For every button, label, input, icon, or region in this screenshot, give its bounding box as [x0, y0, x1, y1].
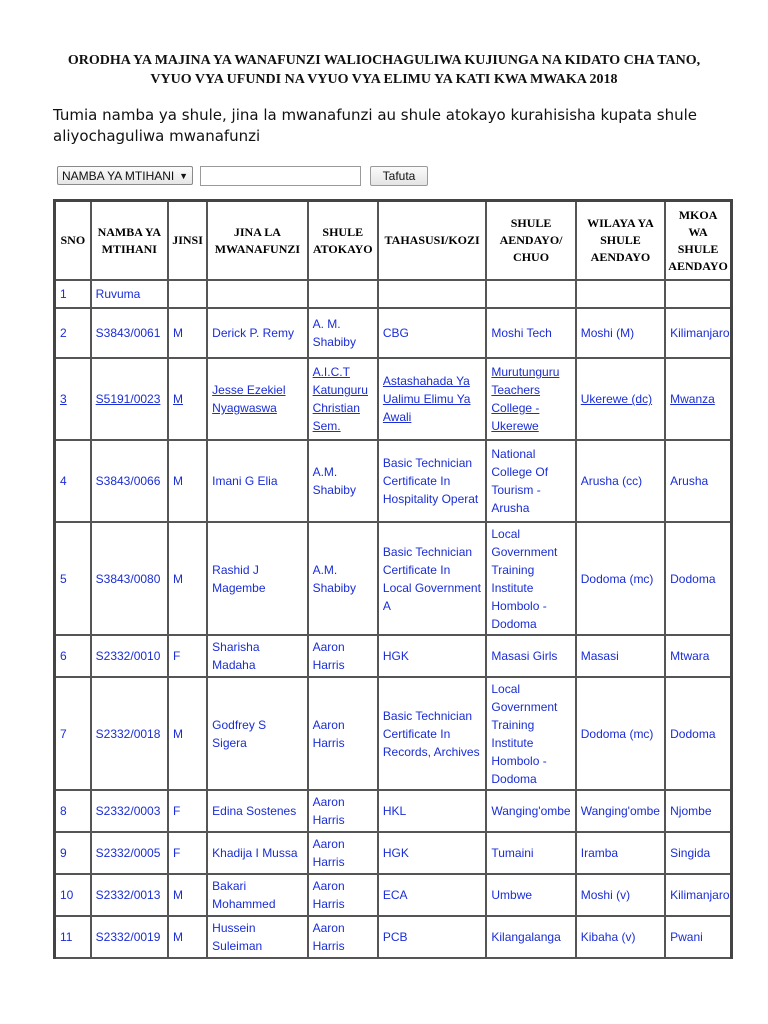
cell-sno[interactable]: 1: [55, 280, 91, 308]
cell-student-name[interactable]: Khadija I Mussa: [207, 832, 307, 874]
table-row[interactable]: [55, 522, 732, 635]
cell-from-school[interactable]: A.I.C.T Katunguru Christian Sem.: [308, 358, 378, 440]
col-header-exam-number: NAMBA YA MTIHANI: [91, 201, 168, 281]
cell-district[interactable]: Dodoma (mc): [576, 677, 665, 790]
cell-sex[interactable]: M: [168, 677, 207, 790]
cell-sex[interactable]: F: [168, 790, 207, 832]
cell-sno[interactable]: 4: [55, 440, 91, 522]
cell-sex[interactable]: M: [168, 522, 207, 635]
cell-destination-school[interactable]: Local Government Training Institute Hombolo - Dodoma: [486, 522, 575, 635]
cell-sno[interactable]: 10: [55, 874, 91, 916]
cell-from-school[interactable]: A.M. Shabiby: [308, 440, 378, 522]
cell-combination[interactable]: ECA: [378, 874, 486, 916]
cell-region[interactable]: Singida: [665, 832, 731, 874]
cell-sex[interactable]: M: [168, 440, 207, 522]
table-row[interactable]: [55, 790, 732, 832]
cell-sno[interactable]: 5: [55, 522, 91, 635]
cell-student-name[interactable]: Rashid J Magembe: [207, 522, 307, 635]
cell-district[interactable]: Iramba: [576, 832, 665, 874]
cell-destination-school[interactable]: National College Of Tourism - Arusha: [486, 440, 575, 522]
cell-combination[interactable]: CBG: [378, 308, 486, 358]
cell-combination[interactable]: Basic Technician Certificate In Records, Archives: [378, 677, 486, 790]
cell-region[interactable]: Mtwara: [665, 635, 731, 677]
cell-sex[interactable]: M: [168, 308, 207, 358]
cell-destination-school[interactable]: Moshi Tech: [486, 308, 575, 358]
cell-student-name[interactable]: Sharisha Madaha: [207, 635, 307, 677]
cell-sno[interactable]: 8: [55, 790, 91, 832]
cell-district[interactable]: Dodoma (mc): [576, 522, 665, 635]
cell-district[interactable]: Wanging'ombe: [576, 790, 665, 832]
cell-exam-number[interactable]: S2332/0013: [91, 874, 168, 916]
cell-from-school[interactable]: Aaron Harris: [308, 832, 378, 874]
cell-district[interactable]: Moshi (v): [576, 874, 665, 916]
cell-combination[interactable]: PCB: [378, 916, 486, 958]
col-header-destination-school: SHULE AENDAYO/ CHUO: [486, 201, 575, 281]
cell-exam-number[interactable]: S2332/0018: [91, 677, 168, 790]
cell-destination-school[interactable]: Umbwe: [486, 874, 575, 916]
cell-sex[interactable]: M: [168, 358, 207, 440]
col-header-region: MKOA WA SHULE AENDAYO: [665, 201, 731, 281]
table-row[interactable]: [55, 280, 732, 308]
cell-from-school[interactable]: Aaron Harris: [308, 874, 378, 916]
cell-exam-number[interactable]: S2332/0005: [91, 832, 168, 874]
cell-district[interactable]: Moshi (M): [576, 308, 665, 358]
cell-student-name[interactable]: Bakari Mohammed: [207, 874, 307, 916]
cell-sno[interactable]: 7: [55, 677, 91, 790]
cell-sex[interactable]: F: [168, 635, 207, 677]
cell-sex[interactable]: F: [168, 832, 207, 874]
cell-combination[interactable]: Astashahada Ya Ualimu Elimu Ya Awali: [378, 358, 486, 440]
cell-from-school[interactable]: Aaron Harris: [308, 677, 378, 790]
cell-district[interactable]: Arusha (cc): [576, 440, 665, 522]
table-row[interactable]: [55, 874, 732, 916]
col-header-sno: SNO: [55, 201, 91, 281]
search-type-select[interactable]: [57, 166, 193, 185]
page-title-line1: ORODHA YA MAJINA YA WANAFUNZI WALIOCHAGULIWA KUJIUNGA NA KIDATO CHA TANO,: [67, 53, 701, 68]
cell-region[interactable]: Dodoma: [665, 677, 731, 790]
cell-student-name[interactable]: Jesse Ezekiel Nyagwaswa: [207, 358, 307, 440]
cell-region[interactable]: Arusha: [665, 440, 731, 522]
cell-exam-number[interactable]: S2332/0019: [91, 916, 168, 958]
cell-destination-school[interactable]: Murutunguru Teachers College - Ukerewe: [486, 358, 575, 440]
cell-sex[interactable]: [168, 280, 207, 308]
page-title: [40, 51, 728, 89]
col-header-combination: TAHASUSI/KOZI: [378, 201, 486, 281]
cell-combination[interactable]: Basic Technician Certificate In Local Government A: [378, 522, 486, 635]
table-header-row: [55, 201, 732, 281]
cell-student-name[interactable]: [207, 280, 307, 308]
col-header-student-name: JINA LA MWANAFUNZI: [207, 201, 307, 281]
cell-destination-school[interactable]: Kilangalanga: [486, 916, 575, 958]
page-title-line2: VYUO VYA UFUNDI NA VYUO VYA ELIMU YA KATI KWA MWAKA 2018: [150, 72, 618, 87]
cell-region[interactable]: Dodoma: [665, 522, 731, 635]
cell-exam-number[interactable]: S3843/0066: [91, 440, 168, 522]
cell-student-name[interactable]: Hussein Suleiman: [207, 916, 307, 958]
cell-exam-number[interactable]: S2332/0003: [91, 790, 168, 832]
col-header-district: WILAYA YA SHULE AENDAYO: [576, 201, 665, 281]
cell-exam-number[interactable]: S2332/0010: [91, 635, 168, 677]
cell-exam-number[interactable]: S5191/0023: [91, 358, 168, 440]
table-row[interactable]: [55, 635, 732, 677]
table-row[interactable]: [55, 358, 732, 440]
cell-student-name[interactable]: Derick P. Remy: [207, 308, 307, 358]
col-header-from-school: SHULE ATOKAYO: [308, 201, 378, 281]
cell-sno[interactable]: 3: [55, 358, 91, 440]
cell-region[interactable]: Njombe: [665, 790, 731, 832]
cell-sex[interactable]: M: [168, 916, 207, 958]
search-input[interactable]: [200, 166, 361, 186]
cell-exam-number[interactable]: S3843/0061: [91, 308, 168, 358]
table-row[interactable]: [55, 440, 732, 522]
cell-region[interactable]: Kilimanjaro: [665, 874, 731, 916]
cell-combination[interactable]: HKL: [378, 790, 486, 832]
table-row[interactable]: [55, 832, 732, 874]
cell-district[interactable]: Kibaha (v): [576, 916, 665, 958]
cell-exam-number[interactable]: Ruvuma: [91, 280, 168, 308]
table-row[interactable]: [55, 677, 732, 790]
cell-combination[interactable]: Basic Technician Certificate In Hospitality Operat: [378, 440, 486, 522]
cell-destination-school[interactable]: [486, 280, 575, 308]
cell-from-school[interactable]: Aaron Harris: [308, 635, 378, 677]
cell-combination[interactable]: HGK: [378, 832, 486, 874]
cell-from-school[interactable]: Aaron Harris: [308, 790, 378, 832]
cell-region[interactable]: Pwani: [665, 916, 731, 958]
cell-student-name[interactable]: Godfrey S Sigera: [207, 677, 307, 790]
cell-sno[interactable]: 2: [55, 308, 91, 358]
cell-from-school[interactable]: Aaron Harris: [308, 916, 378, 958]
cell-combination[interactable]: [378, 280, 486, 308]
cell-destination-school[interactable]: Tumaini: [486, 832, 575, 874]
intro-text: Tumia namba ya shule, jina la mwanafunzi au shule atokayo kurahisisha kupata shule aliyochaguliwa mwanafunzi: [53, 106, 698, 145]
cell-sno[interactable]: 11: [55, 916, 91, 958]
cell-district[interactable]: Ukerewe (dc): [576, 358, 665, 440]
cell-student-name[interactable]: Imani G Elia: [207, 440, 307, 522]
cell-region[interactable]: Kilimanjaro: [665, 308, 731, 358]
table-row[interactable]: [55, 308, 732, 358]
cell-district[interactable]: [576, 280, 665, 308]
cell-destination-school[interactable]: Wanging'ombe: [486, 790, 575, 832]
cell-from-school[interactable]: A.M. Shabiby: [308, 522, 378, 635]
results-table: [53, 199, 733, 959]
chevron-down-icon: ▼: [179, 171, 188, 181]
cell-destination-school[interactable]: Local Government Training Institute Hombolo - Dodoma: [486, 677, 575, 790]
cell-region[interactable]: [665, 280, 731, 308]
search-type-value: NAMBA YA MTIHANI: [62, 169, 175, 183]
cell-district[interactable]: Masasi: [576, 635, 665, 677]
cell-exam-number[interactable]: S3843/0080: [91, 522, 168, 635]
cell-student-name[interactable]: Edina Sostenes: [207, 790, 307, 832]
search-button[interactable]: Tafuta: [370, 166, 428, 186]
cell-combination[interactable]: HGK: [378, 635, 486, 677]
cell-destination-school[interactable]: Masasi Girls: [486, 635, 575, 677]
table-row[interactable]: [55, 916, 732, 958]
cell-region[interactable]: Mwanza: [665, 358, 731, 440]
cell-from-school[interactable]: [308, 280, 378, 308]
cell-sex[interactable]: M: [168, 874, 207, 916]
cell-from-school[interactable]: A. M. Shabiby: [308, 308, 378, 358]
cell-sno[interactable]: 6: [55, 635, 91, 677]
col-header-sex: JINSI: [168, 201, 207, 281]
cell-sno[interactable]: 9: [55, 832, 91, 874]
